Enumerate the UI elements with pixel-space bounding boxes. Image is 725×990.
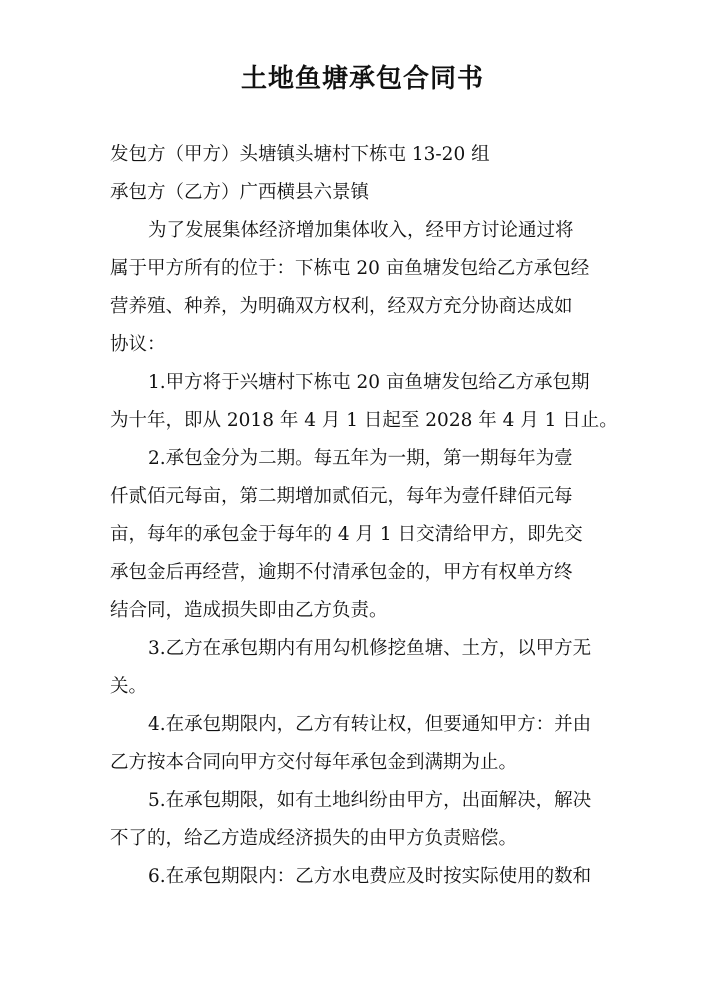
clause-5 (110, 782, 620, 858)
text-line: 5.在承包期限，如有土地纠纷由甲方，出面解决，解决 (148, 790, 592, 811)
text-line: 协议： (110, 334, 166, 355)
text-line: 为了发展集体经济增加集体收入，经甲方讨论通过将 (148, 220, 574, 241)
clause-3 (110, 630, 620, 706)
text-line: 4.在承包期限内，乙方有转让权，但要通知甲方：并由 (148, 714, 592, 735)
text-line: 承包金后再经营，逾期不付清承包金的，甲方有权单方终 (110, 562, 573, 583)
text-line: 属于甲方所有的位于：下栋屯 20 亩鱼塘发包给乙方承包经 (110, 258, 590, 279)
text-line: 营养殖、种养，为明确双方权利，经双方充分协商达成如 (110, 296, 573, 317)
clause-1 (110, 364, 620, 440)
text-line: 1.甲方将于兴塘村下栋屯 20 亩鱼塘发包给乙方承包期 (148, 372, 590, 393)
text-line: 3.乙方在承包期内有用勾机修挖鱼塘、土方，以甲方无 (148, 638, 592, 659)
clause-2 (110, 440, 620, 630)
text-line: 6.在承包期限内：乙方水电费应及时按实际使用的数和 (148, 866, 592, 887)
text-line: 关。 (110, 676, 148, 697)
clause-6 (110, 858, 620, 896)
text-line: 不了的，给乙方造成经济损失的由甲方负责赔偿。 (110, 828, 518, 849)
header-line-contractor: 承包方（乙方）广西横县六景镇 (110, 182, 370, 203)
text-line: 亩，每年的承包金于每年的 4 月 1 日交清给甲方，即先交 (110, 524, 583, 545)
text-line: 仟贰佰元每亩，第二期增加贰佰元，每年为壹仟肆佰元每 (110, 486, 573, 507)
text-line: 乙方按本合同向甲方交付每年承包金到满期为止。 (110, 752, 518, 773)
paragraph-intro (110, 212, 620, 364)
document-title: 土地鱼塘承包合同书 (240, 64, 484, 94)
header-line-issuer: 发包方（甲方）头塘镇头塘村下栋屯 13-20 组 (110, 144, 490, 165)
clause-4 (110, 706, 620, 782)
document-body (110, 136, 620, 896)
text-line: 结合同，造成损失即由乙方负责。 (110, 600, 388, 621)
text-line: 为十年，即从 2018 年 4 月 1 日起至 2028 年 4 月 1 日止。 (110, 410, 618, 431)
text-line: 2.承包金分为二期。每五年为一期，第一期每年为壹 (148, 448, 573, 469)
